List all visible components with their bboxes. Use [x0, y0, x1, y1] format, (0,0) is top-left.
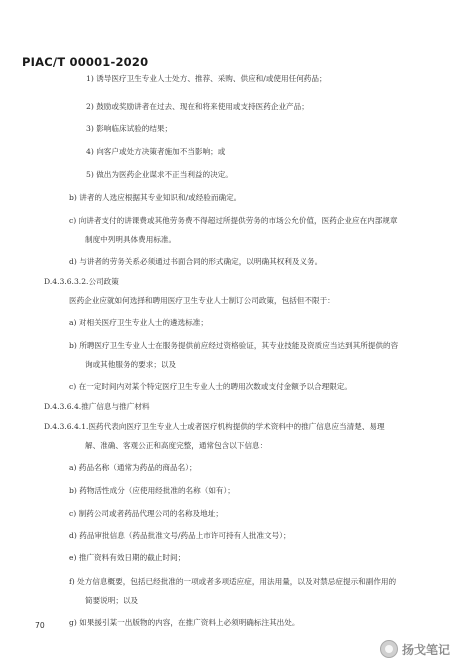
text-line: d) 药品审批信息（药品批准文号/药品上市许可持有人批准文号）； — [69, 531, 291, 540]
text-line: 1) 诱导医疗卫生专业人士处方、推荐、采购、供应和/或使用任何药品； — [86, 74, 327, 83]
text-line: b) 药物活性成分（应使用经批准的名称（如有）； — [69, 486, 235, 495]
text-line: 解、准确、客观公正和高度完整，通常包含以下信息： — [85, 441, 268, 450]
text-line: c) 向讲者支付的讲课费或其他劳务费不得超过所提供劳务的市场公允价值，医药企业应在内部规章 — [69, 216, 398, 225]
watermark — [380, 640, 450, 658]
watermark-text: 扬戈笔记 — [401, 642, 450, 657]
text-line: 3) 影响临床试验的结果； — [86, 124, 173, 133]
text-line: 制度中列明具体费用标准。 — [85, 235, 177, 244]
text-line: g) 如果援引某一出版物的内容，在推广资料上必须明确标注其出处。 — [69, 618, 300, 627]
text-line: 医药企业应就如何选择和聘用医疗卫生专业人士制订公司政策，包括但不限于： — [69, 296, 335, 305]
text-line: a) 药品名称（通常为药品的商品名）； — [69, 463, 197, 472]
wechat-logo-icon — [380, 640, 398, 658]
text-line: d) 与讲者的劳务关系必须通过书面合同的形式确定，以明确其权利及义务。 — [69, 257, 323, 266]
section-heading: D.4.3.6.4.推广信息与推广材料 — [44, 402, 150, 411]
text-line: c) 在一定时间内对某个特定医疗卫生专业人士的聘用次数或支付金额予以合理限定。 — [69, 382, 352, 391]
standard-code: PIAC/T 00001-2020 — [22, 55, 149, 69]
text-line: c) 制药公司或者药品代理公司的名称及地址； — [69, 509, 223, 518]
text-line: 2) 鼓励或奖励讲者在过去、现在和将来使用或支持医药企业产品； — [86, 102, 309, 111]
text-line: b) 所聘医疗卫生专业人士在服务提供前应经过资格验证，其专业技能及资质应当达到其所提供的咨 — [69, 341, 399, 350]
text-line: 简要说明；以及 — [85, 596, 139, 605]
text-line: 询或其他服务的要求；以及 — [85, 360, 177, 369]
text-line: f) 处方信息概要，包括已经批准的一项或者多项适应症，用法用量，以及对禁忌症提示和副作用的 — [69, 577, 397, 586]
section-heading: D.4.3.6.3.2.公司政策 — [44, 277, 119, 286]
text-line: e) 推广资料有效日期的截止时间； — [69, 553, 186, 562]
text-line: b) 讲者的人选应根据其专业知识和/或经验而确定。 — [69, 193, 242, 202]
text-line: 4) 向客户或处方决策者施加不当影响；或 — [86, 147, 226, 156]
text-line: a) 对相关医疗卫生专业人士的遴选标准； — [69, 318, 208, 327]
text-line: 5) 做出为医药企业谋求不正当利益的决定。 — [86, 170, 233, 179]
page-number: 70 — [35, 621, 45, 630]
text-line: D.4.3.6.4.1.医药代表向医疗卫生专业人士或者医疗机构提供的学术资料中的推广信息应当清楚、易理 — [44, 422, 385, 431]
